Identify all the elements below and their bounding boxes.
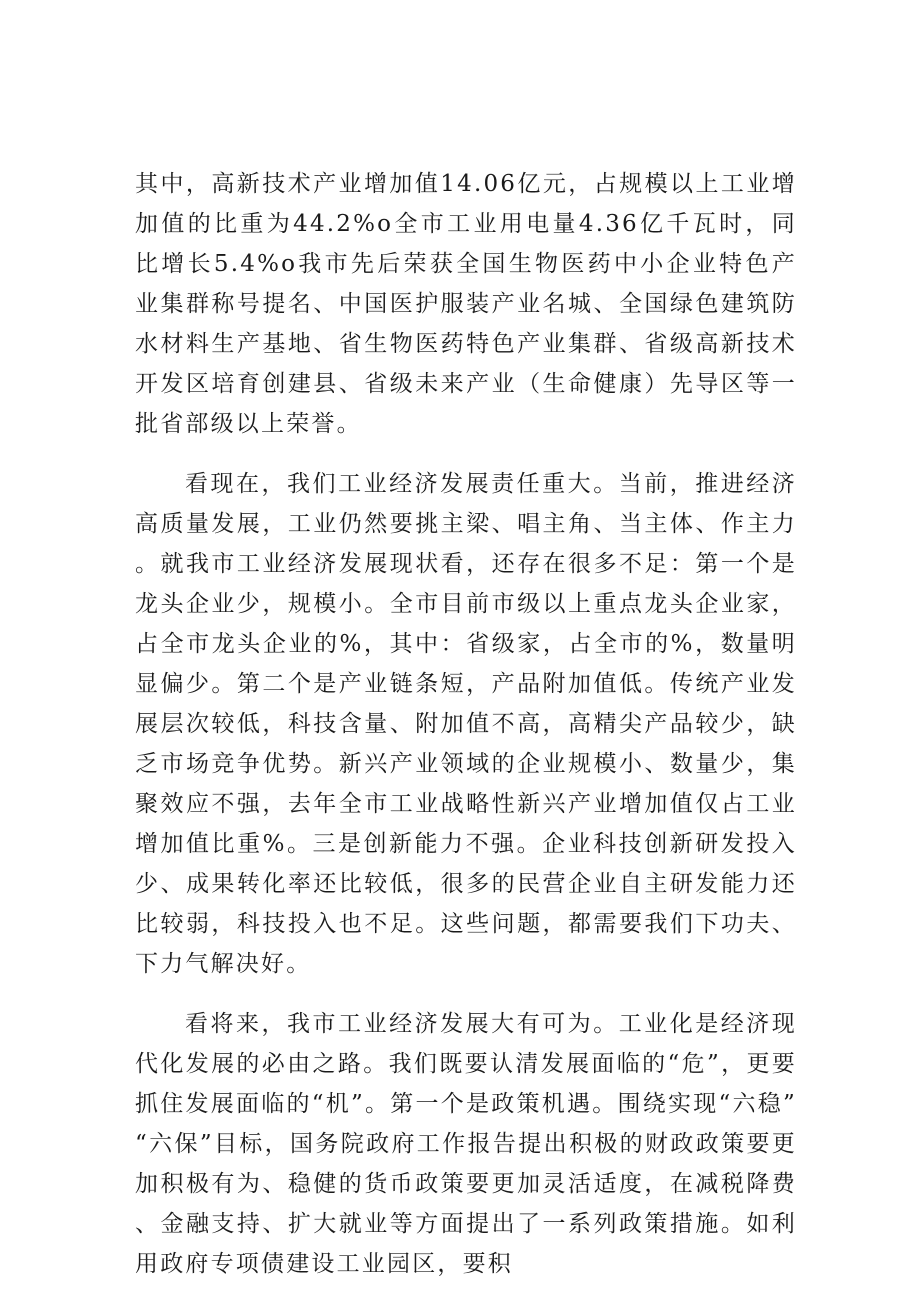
paragraph-1: 其中，高新技术产业增加值14.06亿元，占规模以上工业增加值的比重为44.2%o全市工业用电量4.36亿千瓦时，同比增长5.4%o我市先后荣获全国生物医药中小企业特色产业集群称号提名、中国医护服装产业名城、全国绿色建筑防水材料生产基地、省生物医药特色产业集群、省级高新技术开发区培育创建县、省级未来产业（生命健康）先导区等一批省部级以上荣誉。 bbox=[135, 171, 797, 437]
paragraph-3: 看将来，我市工业经济发展大有可为。工业化是经济现代化发展的必由之路。我们既要认清发展面临的“危”，更要抓住发展面临的“机”。第一个是政策机遇。围绕实现“六稳”“六保”目标，国务院政府工作报告提出积极的财政政策要更加积极有为、稳健的货币政策要更加灵活适度，在减税降费、金融支持、扩大就业等方面提出了一系列政策措施。如利用政府专项债建设工业园区，要积 bbox=[135, 1011, 797, 1277]
document-body bbox=[135, 164, 797, 1284]
paragraph-2: 看现在，我们工业经济发展责任重大。当前，推进经济高质量发展，工业仍然要挑主梁、唱主角、当主体、作主力。就我市工业经济发展现状看，还存在很多不足：第一个是龙头企业少，规模小。全市目前市级以上重点龙头企业家，占全市龙头企业的%，其中：省级家，占全市的%，数量明显偏少。第二个是产业链条短，产品附加值低。传统产业发展层次较低，科技含量、附加值不高，高精尖产品较少，缺乏市场竞争优势。新兴产业领域的企业规模小、数量少，集聚效应不强，去年全市工业战略性新兴产业增加值仅占工业增加值比重%。三是创新能力不强。企业科技创新研发投入少、成果转化率还比较低，很多的民营企业自主研发能力还比较弱，科技投入也不足。这些问题，都需要我们下功夫、下力气解决好。 bbox=[135, 471, 797, 977]
